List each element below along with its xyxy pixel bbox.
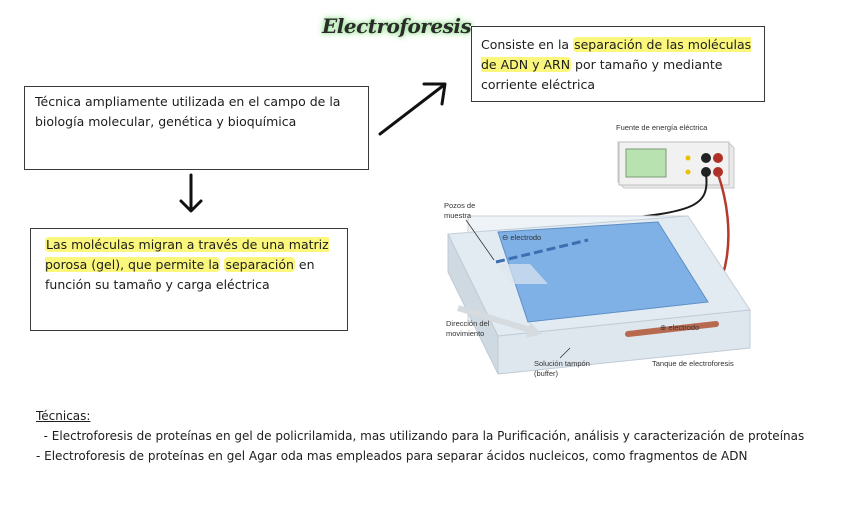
power-supply [618, 142, 734, 188]
tank-label: Tanque de electroforesis [652, 359, 734, 368]
wells-label-1: Pozos de [444, 201, 476, 210]
direction-label-2: movimiento [446, 329, 485, 338]
wells-label-2: muestra [444, 211, 472, 220]
migration-box [30, 228, 348, 331]
migration-highlight-2: separación [225, 257, 294, 272]
migration-highlight-1: Las moléculas migran a través de una matriz porosa (gel), que permite la [45, 237, 329, 272]
direction-label-1: Dirección del [446, 319, 490, 328]
buffer-label-2: (buffer) [534, 369, 559, 378]
techniques-section [36, 406, 826, 466]
technique-item: - Electroforesis de proteínas en gel de policrilamida, mas utilizando para la Purificación, análisis y caracterización de proteínas [36, 429, 805, 443]
description-prefix: Consiste en la [481, 37, 574, 52]
electrode-top-label: ⊖ electrodo [502, 233, 542, 242]
buffer-label-1: Solución tampón [534, 359, 590, 368]
technique-item: - Electroforesis de proteínas en gel Agar oda mas empleados para separar ácidos nucleicos, como fragmentos de ADN [36, 449, 748, 463]
description-highlight: separación de las moléculas de ADN y ARN [481, 37, 752, 72]
page-title: Electroforesis [322, 14, 472, 38]
description-suffix: por tamaño y mediante corriente eléctrica [481, 57, 723, 92]
definition-box [24, 86, 369, 170]
migration-suffix: en función su tamaño y carga eléctrica [45, 257, 315, 292]
electrode-bottom-label: ⊕ electrodo [660, 323, 700, 332]
power-supply-label: Fuente de energía eléctrica [616, 123, 708, 132]
definition-text: Técnica ampliamente utilizada en el campo de la biología molecular, genética y bioquímica [35, 94, 341, 129]
electrophoresis-diagram [438, 112, 758, 384]
techniques-heading: Técnicas: [36, 409, 91, 423]
arrow-down-icon [176, 172, 206, 216]
description-box [471, 26, 765, 102]
